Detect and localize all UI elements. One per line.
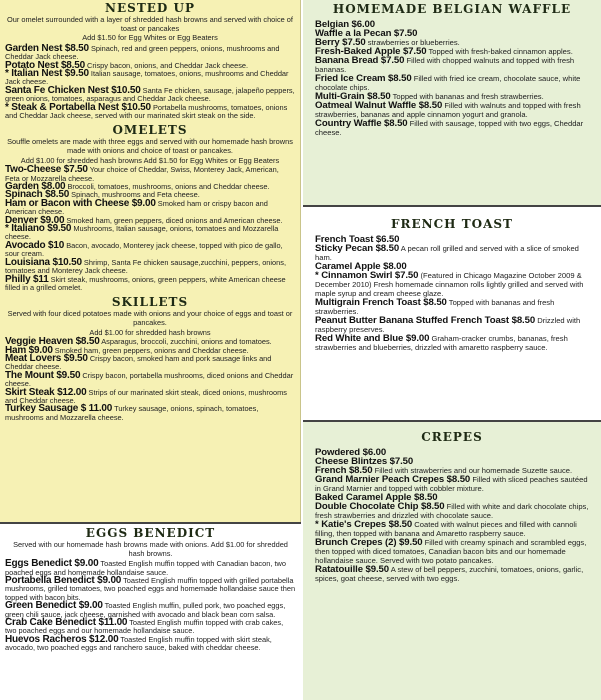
menu-item: Ham or Bacon with Cheese $9.00 Smoked ham or crispy bacon and American cheese. bbox=[5, 197, 268, 217]
menu-item: Banana Bread $7.50 Filled with chopped walnuts and topped with fresh bananas. bbox=[315, 55, 575, 74]
crepes-title: CREPES bbox=[421, 430, 483, 444]
eggs-benedict-intro: Served with our homemade hash browns made with onions. Add $1.00 for shredded hash browns. bbox=[13, 540, 288, 558]
omelets-intro: Souffle omelets are made with three eggs and served with our homemade hash browns made with onions and choice of toast or pancakes. bbox=[7, 137, 293, 156]
french-toast-title: FRENCH TOAST bbox=[391, 217, 513, 231]
menu-item: French $8.50 Filled with strawberries and our homemade Suzette sauce. bbox=[315, 465, 573, 476]
nested-up-intro: Our omelet surrounded with a layer of shredded hash browns and served with choice of toast or pancakes bbox=[7, 15, 293, 33]
menu-item: Crab Cake Benedict $11.00 Toasted English muffin topped with crab cakes, two poached eggs and our homemade hollandaise sauce. bbox=[5, 617, 284, 636]
menu-item: Oatmeal Walnut Waffle $8.50 Filled with walnuts and topped with fresh strawberries, bananas and apple cinnamon yogurt and granola. bbox=[315, 100, 581, 119]
menu-item: Multi-Grain $8.50 Topped with bananas and fresh strawberries. bbox=[315, 91, 544, 102]
nested-up-list bbox=[0, 42, 300, 121]
menu-item: French Toast $6.50 bbox=[315, 234, 400, 245]
skillets-title: SKILLETS bbox=[111, 295, 189, 310]
eggs-benedict-panel bbox=[0, 522, 301, 700]
menu-item: Waffle a la Pecan $7.50 bbox=[315, 28, 418, 39]
menu-item: Green Benedict $9.00 Toasted English muffin, pulled pork, two poached eggs, green chili sauce, jack cheese, garnished with avocado and black bean corn salsa. bbox=[5, 600, 286, 619]
menu-item: Two-Cheese $7.50 Your choice of Cheddar, Swiss, Monterey Jack, American, Feta or Mozzarella cheese. bbox=[5, 164, 279, 183]
menu-item: Fresh-Baked Apple $7.50 Topped with fresh-baked cinnamon apples. bbox=[315, 46, 573, 57]
menu-item: Portabella Benedict $9.00 Toasted English muffin topped with grilled portabella mushrooms, grilled tomatoes, two poached eggs and homemade hollandaise sauce then topped with bacon bits. bbox=[5, 575, 296, 602]
menu-item: Grand Marnier Peach Crepes $8.50 Filled with sliced peaches sautéed in Grand Marnier and topped with cobbler mixture. bbox=[315, 474, 588, 493]
menu-item: * Italiano $9.50 Mushrooms, Italian sausage, onions, tomatoes and Mozzarella cheese. bbox=[5, 223, 279, 242]
left-top-panel bbox=[0, 0, 301, 522]
menu-item: * Steak & Portabella Nest $10.50 Portabella mushrooms, tomatoes, onions and Cheddar Jack cheese, served with our marinated skirt steak on the side. bbox=[5, 101, 288, 121]
menu-item: Sticky Pecan $8.50 A pecan roll grilled and served with a slice of smoked ham. bbox=[315, 243, 579, 262]
skillets-intro: Served with four diced potatoes made with onions and your choice of eggs and toast or pancakes. bbox=[7, 309, 293, 327]
menu-item: Berry $7.50 strawberries or blueberries. bbox=[315, 37, 460, 48]
menu-item: Peanut Butter Banana Stuffed French Toast $8.50 Drizzled with raspberry preserves. bbox=[315, 315, 581, 334]
menu-item: Denver $9.00 Smoked ham, green peppers, diced onions and American cheese. bbox=[5, 214, 283, 226]
crepes-panel bbox=[303, 420, 601, 700]
menu-item: Multigrain French Toast $8.50 Topped with bananas and fresh strawberries. bbox=[315, 297, 555, 316]
menu-item: Spinach $8.50 Spinach, mushrooms and Feta cheese. bbox=[5, 189, 200, 201]
menu-item: Caramel Apple $8.00 bbox=[315, 261, 407, 272]
omelets-title: OMELETS bbox=[112, 123, 188, 138]
belgian-waffle-panel bbox=[303, 0, 601, 205]
eggs-benedict-title: EGGS BENEDICT bbox=[85, 526, 216, 540]
menu-item: Turkey Sausage $ 11.00 Turkey sausage, onions, spinach, tomatoes, mushrooms and Mozzarella cheese. bbox=[5, 403, 259, 422]
menu-item: Garden $8.00 Broccoli, tomatoes, mushrooms, onions and Cheddar cheese. bbox=[5, 181, 270, 193]
nested-up-add-note: Add $1.50 for Egg Whites or Egg Beaters bbox=[82, 33, 218, 43]
menu-item: * Katie's Crepes $8.50 Coated with walnut pieces and filled with cannoli filling, then topped with banana and Amaretto raspberry sauce. bbox=[315, 519, 577, 538]
menu-item: Red White and Blue $9.00 Graham-cracker crumbs, bananas, fresh strawberries and blueberries, drizzled with amaretto raspberry sauce. bbox=[315, 333, 568, 352]
belgian-waffle-title: HOMEMADE BELGIAN WAFFLE bbox=[332, 2, 572, 16]
eggs-benedict-list bbox=[0, 560, 301, 652]
crepes-list bbox=[303, 448, 601, 583]
menu-item: * Cinnamon Swirl $7.50 (Featured in Chicago Magazine October 2009 & December 2010) Fresh homemade cinnamon rolls lightly grilled and served with maple syrup and cream cheese glaze. bbox=[315, 270, 584, 298]
menu-item: Huevos Racheros $12.00 Toasted English muffin topped with skirt steak, avocado, two poached eggs and ranchero sauce, baked with cheddar cheese. bbox=[5, 633, 272, 653]
menu-item: Double Chocolate Chip $8.50 Filled with white and dark chocolate chips, fresh strawberries and drizzled with chocolate sauce. bbox=[315, 501, 589, 520]
omelets-list bbox=[0, 166, 300, 292]
menu-item: The Mount $9.50 Crispy bacon, portabella mushrooms, diced onions and Cheddar cheese. bbox=[5, 369, 294, 389]
menu-item: Eggs Benedict $9.00 Toasted English muffin topped with Canadian bacon, two poached eggs and homemade hollandaise sauce. bbox=[5, 558, 286, 577]
menu-item: Ham $9.00 Smoked ham, green peppers, onions and Cheddar cheese. bbox=[5, 344, 249, 356]
menu-item: Cheese Blintzes $7.50 bbox=[315, 456, 414, 467]
menu-item: * Italian Nest $9.50 Italian sausage, tomatoes, onions, mushrooms and Cheddar Jack cheese. bbox=[5, 68, 289, 87]
menu-item: Santa Fe Chicken Nest $10.50 Santa Fe chicken, sausage, jalapeño peppers, green onions, tomatoes, asparagus and Cheddar Jack cheese. bbox=[5, 84, 295, 104]
omelets-add-note: Add $1.00 for shredded hash browns Add $1.50 for Egg Whites or Egg Beaters bbox=[20, 155, 280, 165]
skillets-add-note: Add $1.00 for shredded hash browns bbox=[89, 327, 211, 337]
menu-item: Philly $11 Skirt steak, mushrooms, onions, green peppers, white American cheese filled in a grilled omelet. bbox=[5, 273, 286, 292]
menu-item: Louisiana $10.50 Shrimp, Santa Fe chicken sausage,zucchini, peppers, onions, tomatoes and Monterey Jack cheese. bbox=[5, 256, 287, 276]
menu-item: Country Waffle $8.50 Filled with sausage, topped with two eggs, Cheddar cheese. bbox=[315, 118, 584, 137]
menu-item: Potato Nest $8.50 Crispy bacon, onions, and Cheddar Jack cheese. bbox=[5, 59, 249, 71]
menu-item: Ratatouille $9.50 A stew of bell peppers, zucchini, tomatoes, onions, garlic, spices, goat cheese, served with two eggs. bbox=[315, 564, 584, 583]
menu-item: Brunch Crepes (2) $9.50 Filled with creamy spinach and scrambled eggs, then topped with diced tomatoes, Canadian bacon bits and our homemade hollandaise sauce. Served with two potato pancakes. bbox=[315, 537, 587, 565]
skillets-list bbox=[0, 338, 300, 422]
menu-item: Skirt Steak $12.00 Strips of our marinated skirt steak, diced onions, mushrooms and Cheddar cheese. bbox=[5, 386, 287, 405]
menu-item: Avocado $10 Bacon, avocado, Monterey jack cheese, topped with pico de gallo, sour cream. bbox=[5, 239, 283, 259]
nested-up-title: NESTED UP bbox=[105, 1, 195, 15]
french-toast-panel bbox=[303, 205, 601, 420]
menu-item: Garden Nest $8.50 Spinach, red and green peppers, onions, mushrooms and Cheddar Jack cheese. bbox=[5, 42, 280, 62]
menu-item: Veggie Heaven $8.50 Asparagus, broccoli, zucchini, onions and tomatoes. bbox=[5, 336, 272, 348]
belgian-waffle-list bbox=[303, 20, 601, 137]
menu-item: Baked Caramel Apple $8.50 bbox=[315, 492, 438, 503]
menu-item: Meat Lovers $9.50 Crispy bacon, smoked ham and pork sausage links and Cheddar cheese. bbox=[5, 352, 272, 372]
menu-item: Belgian $6.00 bbox=[315, 19, 376, 30]
menu-item: Fried Ice Cream $8.50 Filled with fried ice cream, chocolate sauce, white chocolate chips. bbox=[315, 73, 581, 92]
french-toast-list bbox=[303, 235, 601, 352]
menu-item: Powdered $6.00 bbox=[315, 447, 387, 458]
